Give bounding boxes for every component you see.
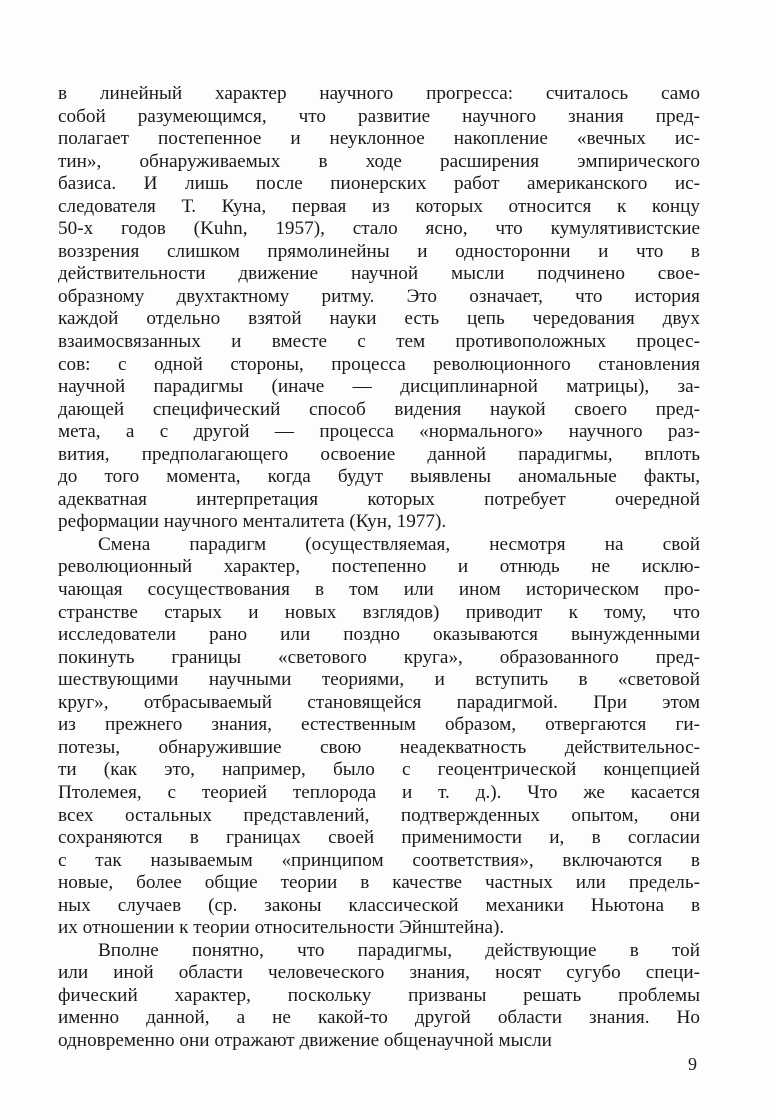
text-line: ти (как это, например, было с геоцентрической концепцией — [58, 759, 700, 781]
text-line: действительности движение научной мысли подчинено свое- — [58, 263, 700, 285]
text-line: из прежнего знания, естественным образом, отвергаются ги- — [58, 714, 700, 736]
text-line: исследователи рано или поздно оказываются вынужденными — [58, 624, 700, 646]
text-line: потезы, обнаружившие свою неадекватность действительнос- — [58, 736, 700, 758]
text-line: Птолемея, с теорией теплорода и т. д.). Что же касается — [58, 781, 700, 803]
text-line: образному двухтактному ритму. Это означает, что история — [58, 285, 700, 307]
text-line: тин», обнаруживаемых в ходе расширения эмпирического — [58, 150, 700, 172]
text-line: адекватная интерпретация которых потребует очередной — [58, 488, 700, 510]
text-line: дающей специфический способ видения наукой своего пред- — [58, 398, 700, 420]
text-line: воззрения слишком прямолинейны и односторонни и что в — [58, 240, 700, 262]
text-line: с так называемым «принципом соответствия», включаются в — [58, 849, 700, 871]
text-line: мета, а с другой — процесса «нормального» научного раз- — [58, 421, 700, 443]
text-line: реформации научного менталитета (Кун, 1977). — [58, 511, 447, 533]
text-line: революционный характер, постепенно и отнюдь не исклю- — [58, 556, 700, 578]
text-line: до того момента, когда будут выявлены аномальные факты, — [58, 466, 700, 488]
text-line: вития, предполагающего освоение данной парадигмы, вплоть — [58, 443, 700, 465]
text-line: всех остальных представлений, подтвержденных опытом, они — [58, 804, 700, 826]
text-line: сов: с одной стороны, процесса революционного становления — [58, 353, 700, 375]
text-line: 50-х годов (Kuhn, 1957), стало ясно, что кумулятивистские — [58, 218, 700, 240]
text-line: взаимосвязанных и вместе с тем противоположных процес- — [58, 331, 700, 353]
text-line: покинуть границы «светового круга», образованного пред- — [58, 646, 700, 668]
text-line: собой разумеющимся, что развитие научного знания пред- — [58, 105, 700, 127]
page-number: 9 — [688, 1054, 697, 1074]
text-line: следователя Т. Куна, первая из которых относится к концу — [58, 195, 700, 217]
paragraph — [58, 83, 700, 534]
text-line: странстве старых и новых взглядов) приводит к тому, что — [58, 601, 700, 623]
text-line: фический характер, поскольку призваны решать проблемы — [58, 984, 700, 1006]
paragraph — [58, 534, 700, 940]
text-line: ных случаев (ср. законы классической механики Ньютона в — [58, 894, 700, 916]
text-line: полагает постепенное и неуклонное накопление «вечных ис- — [58, 128, 700, 150]
text-line: Смена парадигм (осуществляемая, несмотря на свой — [98, 533, 700, 555]
text-line: чающая сосуществования в том или ином историческом про- — [58, 579, 700, 601]
text-line: именно данной, а не какой-то другой области знания. Но — [58, 1007, 700, 1029]
text-line: научной парадигмы (иначе — дисциплинарной матрицы), за- — [58, 376, 700, 398]
text-line: одновременно они отражают движение общенаучной мысли — [58, 1029, 552, 1051]
text-line: базиса. И лишь после пионерских работ американского ис- — [58, 173, 700, 195]
text-line: их отношении к теории относительности Эйнштейна). — [58, 917, 505, 939]
text-line: новые, более общие теории в качестве частных или предель- — [58, 872, 700, 894]
paragraph — [58, 940, 700, 1053]
text-line: шествующими научными теориями, и вступить в «световой — [58, 669, 700, 691]
text-line: или иной области человеческого знания, носят сугубо специ- — [58, 962, 700, 984]
text-line: круг», отбрасываемый становящейся парадигмой. При этом — [58, 691, 700, 713]
text-line: в линейный характер научного прогресса: считалось само — [58, 83, 700, 104]
text-line: сохраняются в границах своей применимости и, в согласии — [58, 827, 700, 849]
text-line: каждой отдельно взятой науки есть цепь чередования двух — [58, 308, 700, 330]
text-line: Вполне понятно, что парадигмы, действующие в той — [98, 939, 700, 961]
page-body-text — [58, 83, 700, 1053]
